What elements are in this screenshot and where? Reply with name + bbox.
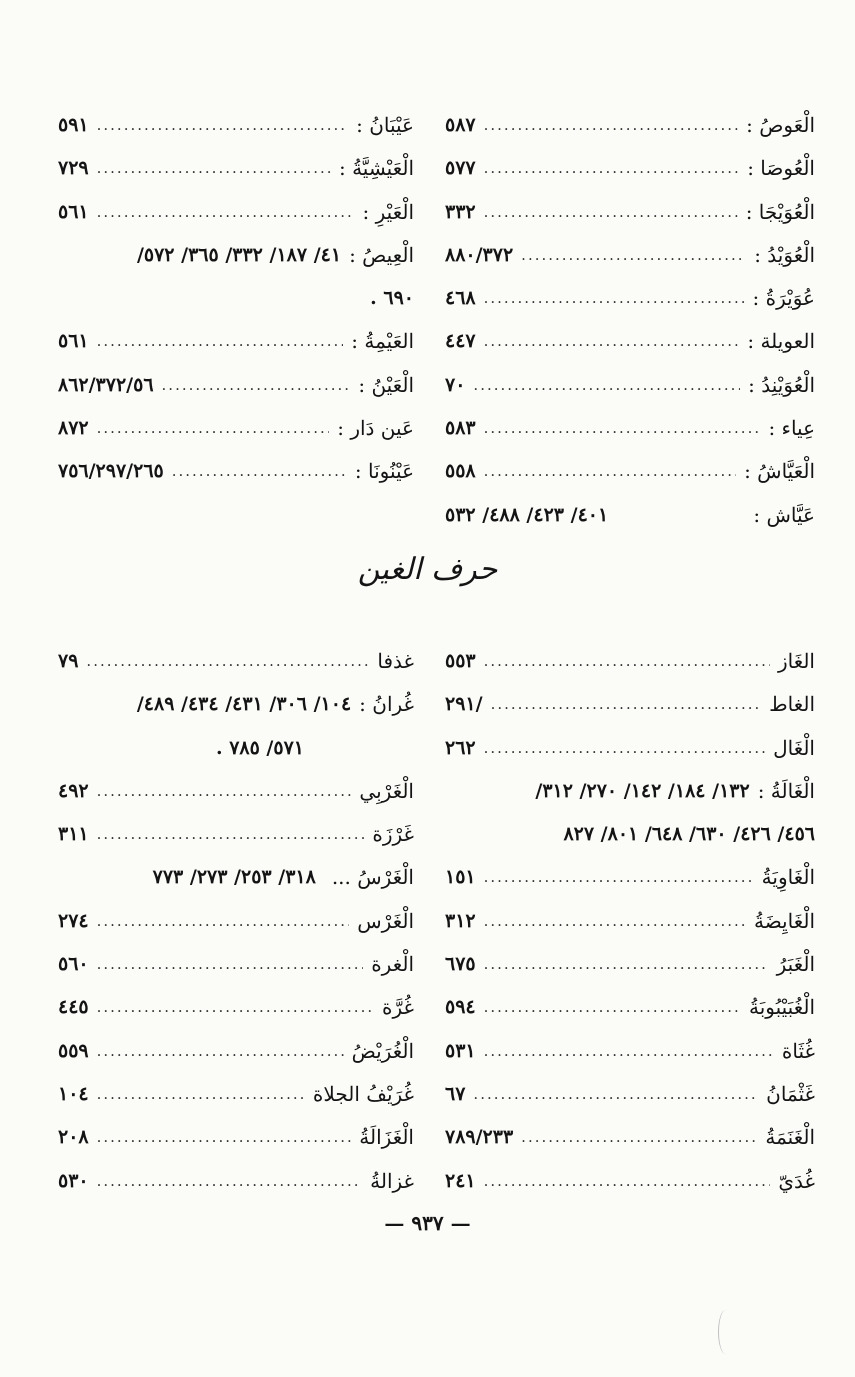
leader-dots — [97, 900, 350, 943]
leader-dots — [484, 856, 754, 899]
entry-pages: ١٥١ — [445, 866, 476, 889]
entry-pages: ٧٥٦/٢٩٧/٢٦٥ — [58, 460, 164, 483]
index-entry — [58, 320, 414, 363]
entry-pages: ٤٤٥ — [58, 996, 89, 1019]
index-column-right-2 — [445, 640, 815, 1203]
leader-dots — [97, 770, 352, 813]
index-entry — [445, 683, 815, 726]
entry-pages: ٥٦٠ — [58, 953, 89, 976]
entry-term: الْعِيصُ : — [349, 242, 414, 267]
entry-pages: ١٠٤/ ٣٠٦/ ٤٣١/ ٤٣٤/ ٤٨٩/ — [136, 693, 352, 716]
index-entry — [58, 147, 414, 190]
index-entry-continuation — [445, 813, 815, 856]
index-column-right-1 — [445, 104, 815, 537]
entry-term: الْعُوصَا : — [747, 156, 815, 181]
index-column-left-2 — [58, 640, 414, 1203]
leader-dots — [97, 147, 331, 190]
entry-term: الْغَايِضَةُ — [753, 908, 815, 933]
index-entry — [445, 147, 815, 190]
entry-term: الْغَبَرُ — [776, 952, 815, 977]
entry-term: الْعُوَيْجَا : — [745, 199, 815, 224]
leader-dots — [97, 1160, 363, 1203]
index-entry — [445, 1073, 815, 1116]
entry-term: العويلة : — [747, 329, 815, 354]
entry-term: الْغَزَالَةُ — [359, 1125, 414, 1150]
entry-term: الْعَيَّاشُ : — [744, 459, 815, 484]
entry-pages: ٢٧٤ — [58, 909, 89, 932]
entry-pages: ٧٠ — [445, 373, 466, 396]
index-entry — [58, 856, 414, 899]
leader-dots — [484, 900, 746, 943]
index-entry — [445, 900, 815, 943]
entry-term: غُرَيْفُ الجلاة — [312, 1081, 414, 1106]
leader-dots — [484, 407, 761, 450]
entry-pages: ٨٦٢/٣٧٢/٥٦ — [58, 373, 154, 396]
entry-pages: ٢٤١ — [445, 1169, 476, 1192]
entry-pages: ٥٧١/ ٧٨٥ . — [215, 736, 304, 759]
index-entry — [445, 770, 815, 813]
leader-dots — [484, 1160, 771, 1203]
leader-dots — [473, 1073, 758, 1116]
entry-pages: ٥٨٣ — [445, 417, 476, 440]
leader-dots — [484, 320, 740, 363]
entry-pages: ٥٥٩ — [58, 1039, 89, 1062]
leader-dots — [484, 147, 740, 190]
entry-term: الْعَوصُ : — [746, 113, 815, 137]
entry-pages: ٥٣٠ — [58, 1169, 89, 1192]
entry-term: غُدَيّ — [778, 1168, 815, 1193]
entry-pages: ٢٦٢ — [445, 736, 476, 759]
entry-pages: ٥٧٧ — [445, 157, 476, 180]
index-entry — [58, 770, 414, 813]
entry-pages: ٧٩ — [58, 650, 79, 672]
entry-pages: ٥٦١ — [58, 330, 89, 353]
entry-pages: ٤٠١/ ٤٢٣/ ٤٨٨/ ٥٣٢ — [445, 503, 609, 526]
index-entry — [58, 640, 414, 683]
index-entry — [58, 407, 414, 450]
entry-pages: ٤٦٨ — [445, 287, 476, 310]
entry-term: الْغَال — [773, 735, 815, 760]
index-entry — [58, 364, 414, 407]
index-entry — [58, 986, 414, 1029]
entry-pages: ٣١٢ — [445, 909, 476, 932]
scan-mark — [718, 1310, 733, 1354]
entry-term: عَين دَار : — [337, 416, 414, 441]
leader-dots — [97, 943, 364, 986]
entry-term: الْعَيْشِيَّةُ : — [338, 156, 414, 181]
entry-term: العَيْمِةُ : — [351, 329, 414, 354]
entry-pages: ٤٥٦/ ٤٢٦/ ٦٣٠/ ٦٤٨/ ٨٠١/ ٨٢٧ — [563, 823, 815, 846]
index-entry — [58, 234, 414, 277]
index-entry — [58, 1073, 414, 1116]
entry-pages: ٥٥٣ — [445, 650, 476, 672]
entry-term: الْغَاوِيَةُ — [761, 865, 815, 890]
index-entry — [58, 813, 414, 856]
leader-dots — [97, 1116, 352, 1159]
leader-dots — [484, 450, 736, 493]
index-entry — [58, 450, 414, 493]
entry-term: غزالةُ — [370, 1168, 414, 1193]
index-entry — [58, 1160, 414, 1203]
index-entry — [58, 683, 414, 726]
leader-dots — [473, 364, 740, 407]
entry-pages: ٧٨٩/٢٣٣ — [445, 1126, 514, 1149]
leader-dots — [86, 640, 369, 683]
index-entry — [445, 104, 815, 147]
entry-term: غُرانُ : — [359, 692, 414, 717]
leader-dots — [484, 191, 738, 234]
index-entry-continuation — [58, 277, 414, 320]
index-entry — [58, 191, 414, 234]
index-entry — [58, 104, 414, 147]
index-entry — [445, 640, 815, 683]
index-entry — [58, 1030, 414, 1073]
entry-pages: ٧٢٩ — [58, 157, 89, 180]
entry-pages: ٦٧ — [445, 1082, 466, 1105]
entry-term: عِياء : — [768, 416, 815, 441]
entry-pages: ٦٩٠ . — [370, 287, 414, 310]
entry-pages: ٥٨٧ — [445, 114, 476, 136]
entry-pages: ٥٥٨ — [445, 460, 476, 483]
leader-dots — [162, 364, 351, 407]
leader-dots — [97, 407, 330, 450]
index-entry-continuation — [58, 727, 414, 770]
entry-term: عُوَيْرَةُ : — [752, 286, 815, 311]
entry-term: الْغُبَيْبُوبَةُ — [748, 995, 815, 1020]
leader-dots — [97, 813, 365, 856]
leader-dots — [521, 234, 746, 277]
leader-dots — [484, 277, 745, 320]
index-entry — [445, 320, 815, 363]
entry-term: غذفا — [377, 649, 414, 673]
entry-pages: ٥٣١ — [445, 1039, 476, 1062]
entry-pages: ٥٩١ — [58, 114, 89, 136]
entry-pages: ٨٨٠/٣٧٢ — [445, 243, 514, 266]
entry-pages: ٣١١ — [58, 823, 89, 846]
index-entry — [445, 1030, 815, 1073]
entry-term: الغَاز — [777, 649, 815, 673]
index-column-left-1 — [58, 104, 414, 494]
leader-dots — [484, 727, 765, 770]
entry-pages: ٣١٨/ ٢٥٣/ ٢٧٣/ ٧٧٣ — [152, 866, 316, 889]
leader-dots — [97, 320, 344, 363]
entry-pages: ٥٩٤ — [445, 996, 476, 1019]
entry-pages: ٤٩٢ — [58, 779, 89, 802]
leader-dots — [97, 191, 355, 234]
entry-pages: ١٠٤ — [58, 1082, 89, 1105]
entry-term: الْغَنَمَةُ — [765, 1125, 815, 1150]
entry-pages: /٢٩١ — [445, 693, 483, 716]
entry-pages: ٣٣٢ — [445, 200, 476, 223]
index-entry — [445, 986, 815, 1029]
section-heading: حرف الغين — [357, 552, 498, 587]
entry-term: غُرَّة — [382, 995, 414, 1020]
entry-term: الْغَرْبِي — [359, 778, 414, 803]
entry-term: غَثْمَانُ — [766, 1081, 815, 1106]
index-entry — [445, 191, 815, 234]
index-entry — [445, 234, 815, 277]
entry-term: عَيَّاش : — [753, 502, 815, 527]
entry-pages: ٦٧٥ — [445, 953, 476, 976]
entry-pages: ٢٠٨ — [58, 1126, 89, 1149]
page-number: — ٩٣٧ — — [384, 1211, 471, 1235]
index-entry — [445, 364, 815, 407]
entry-term: الْغَالَةُ : — [757, 778, 815, 803]
index-entry — [445, 450, 815, 493]
entry-term: الْعَيْرِ : — [362, 199, 414, 224]
index-entry — [445, 407, 815, 450]
entry-term: الْعَيْنُ : — [358, 372, 414, 397]
entry-pages: ١٣٢/ ١٨٤/ ١٤٢/ ٢٧٠/ ٣١٢/ — [535, 779, 750, 802]
entry-term: عَيْنُونَا : — [354, 459, 414, 484]
index-entry — [445, 727, 815, 770]
entry-term: الْغَرْسُ ... — [331, 865, 414, 890]
index-entry — [445, 943, 815, 986]
entry-term: الْغَرْس — [357, 908, 414, 933]
entry-term: الْعُوَيْدُ : — [754, 242, 815, 267]
index-entry — [445, 277, 815, 320]
entry-pages: ٤١/ ١٨٧/ ٣٣٢/ ٣٦٥/ ٥٧٢/ — [136, 243, 342, 266]
leader-dots — [484, 986, 741, 1029]
leader-dots — [172, 450, 347, 493]
leader-dots — [521, 1116, 757, 1159]
leader-dots — [484, 104, 738, 147]
index-entry — [445, 1116, 815, 1159]
leader-dots — [484, 1030, 774, 1073]
entry-pages: ٤٤٧ — [445, 330, 476, 353]
leader-dots — [484, 943, 769, 986]
entry-pages: ٨٧٢ — [58, 417, 89, 440]
index-entry — [58, 900, 414, 943]
entry-term: الغاط — [769, 692, 815, 717]
entry-term: غَرْزَة — [372, 822, 414, 847]
entry-term: الْعُوَيْنِدُ : — [748, 372, 815, 397]
leader-dots — [491, 683, 762, 726]
leader-dots — [97, 1073, 305, 1116]
entry-term: عَيْبَانُ : — [356, 113, 414, 137]
index-entry — [445, 1160, 815, 1203]
entry-term: الْغرة — [371, 952, 414, 977]
index-entry — [58, 943, 414, 986]
index-entry — [445, 494, 815, 537]
leader-dots — [97, 104, 348, 147]
leader-dots — [484, 640, 770, 683]
entry-pages: ٥٦١ — [58, 200, 89, 223]
index-entry — [58, 1116, 414, 1159]
leader-dots — [97, 1030, 344, 1073]
entry-term: الْغُرَيْضُ — [351, 1038, 414, 1063]
index-entry — [445, 856, 815, 899]
leader-dots — [97, 986, 374, 1029]
entry-term: غُثَاة — [781, 1038, 815, 1063]
